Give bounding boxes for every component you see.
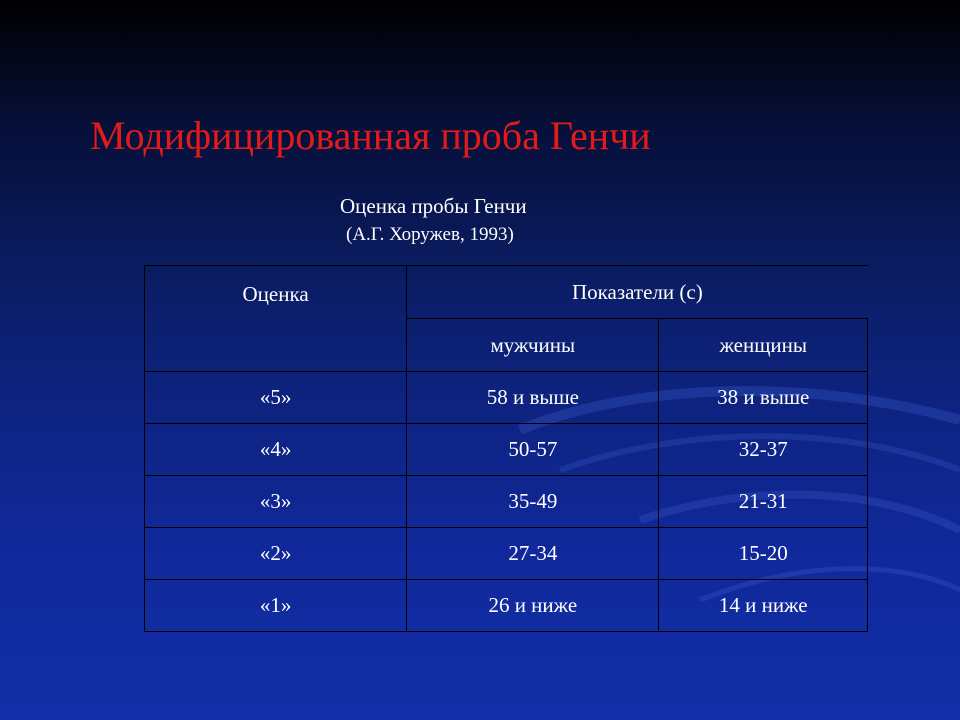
men-cell: 35-49 — [407, 476, 659, 528]
table-row — [145, 528, 868, 580]
women-cell: 14 и ниже — [659, 580, 868, 632]
men-cell: 26 и ниже — [407, 580, 659, 632]
grade-cell: «1» — [145, 580, 407, 632]
table-header-row — [145, 266, 868, 319]
women-cell: 15-20 — [659, 528, 868, 580]
table-row — [145, 372, 868, 424]
table-caption: Оценка пробы Генчи — [340, 194, 527, 218]
table-source: (А.Г. Хоружев, 1993) — [346, 224, 514, 245]
grade-cell: «5» — [145, 372, 407, 424]
women-cell: 21-31 — [659, 476, 868, 528]
men-cell: 50-57 — [407, 424, 659, 476]
slide-title: Модифицированная проба Генчи — [90, 113, 651, 158]
men-cell: 27-34 — [407, 528, 659, 580]
grade-cell: «4» — [145, 424, 407, 476]
header-men: мужчины — [407, 319, 659, 372]
header-grade: Оценка — [145, 266, 407, 372]
grade-cell: «3» — [145, 476, 407, 528]
women-cell: 32-37 — [659, 424, 868, 476]
header-indicators: Показатели (с) — [407, 266, 868, 319]
grade-cell: «2» — [145, 528, 407, 580]
table-row — [145, 476, 868, 528]
men-cell: 58 и выше — [407, 372, 659, 424]
table-row — [145, 580, 868, 632]
genchi-table — [144, 265, 868, 632]
header-women: женщины — [659, 319, 868, 372]
women-cell: 38 и выше — [659, 372, 868, 424]
table-row — [145, 424, 868, 476]
